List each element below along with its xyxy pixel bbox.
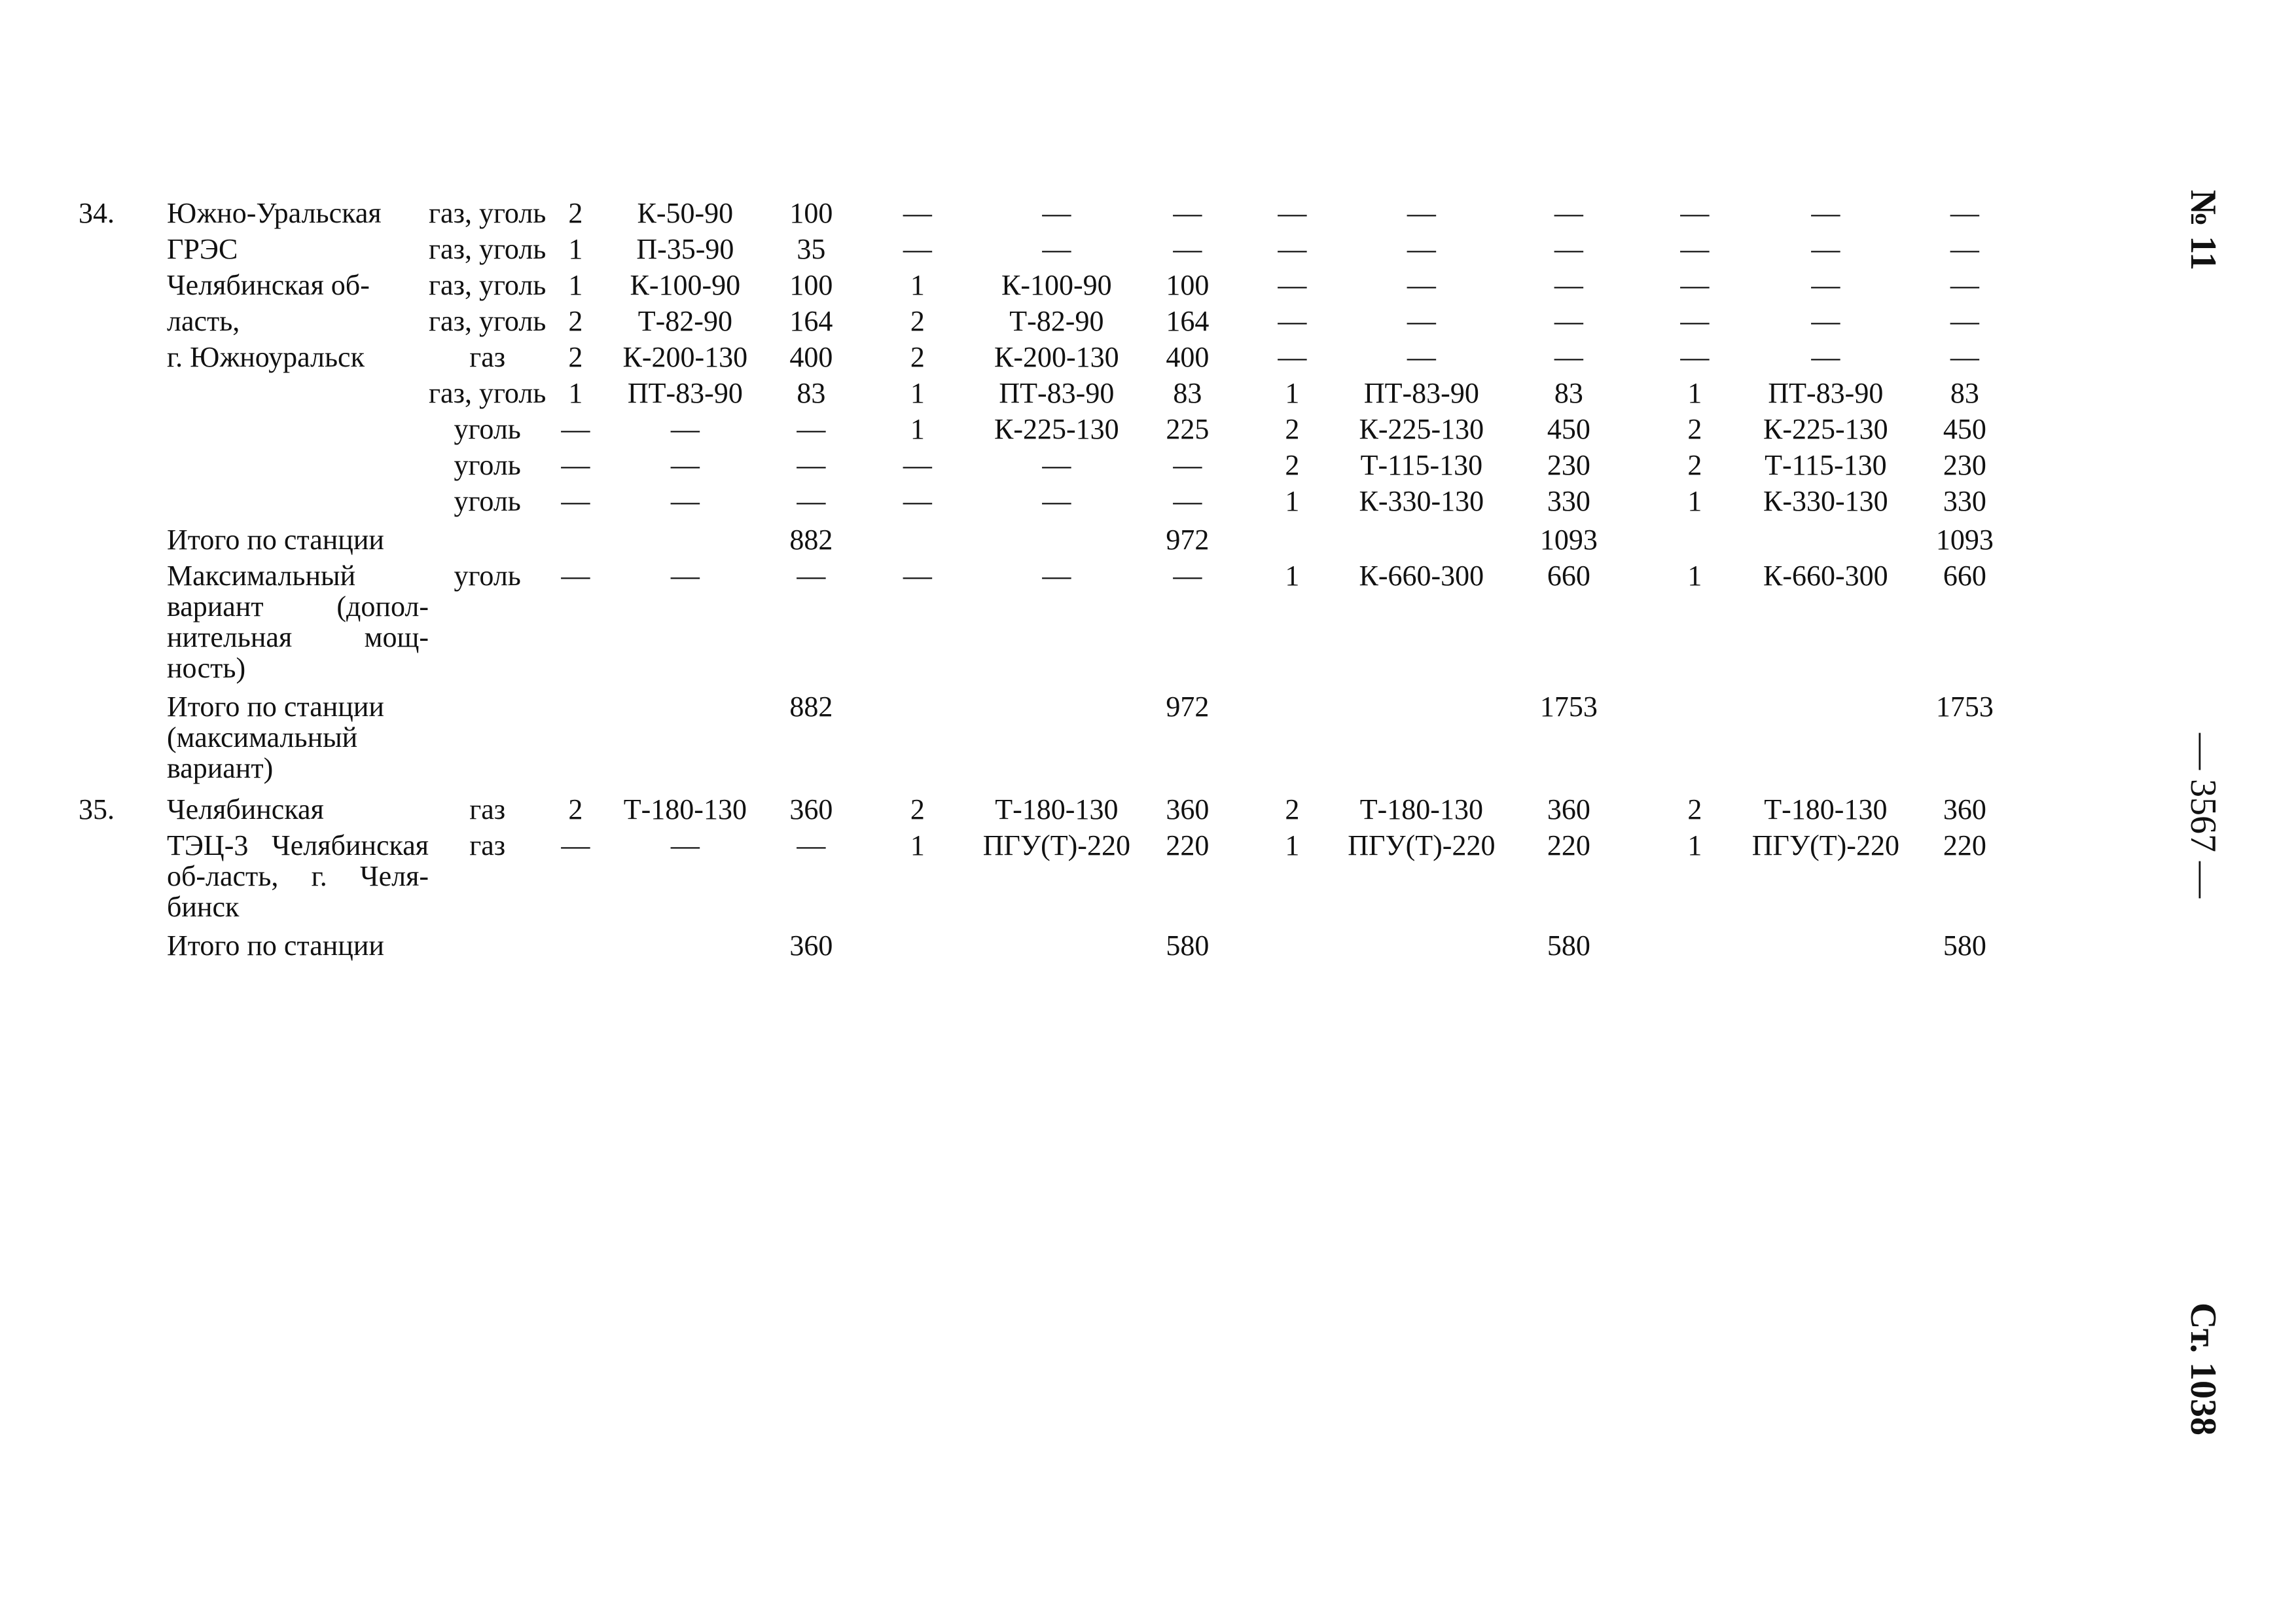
units-2035: 2: [1687, 793, 1702, 825]
units-2020: [546, 926, 605, 965]
capacity-2030: 1753: [1539, 691, 1598, 723]
station-number: [79, 268, 167, 304]
table-row: [79, 340, 2028, 376]
units-2020: [546, 687, 605, 787]
capacity-2035: 220: [1943, 829, 1986, 861]
units-2030: —: [1278, 341, 1307, 373]
station-name: [167, 484, 429, 520]
station-number: 35.: [79, 793, 115, 825]
capacity-2025: 360: [1166, 793, 1210, 825]
station-name-text: Челябинская: [167, 793, 324, 825]
fuel-type: газ, уголь: [429, 305, 547, 337]
units-2030: 2: [1285, 793, 1300, 825]
units-2020: 1: [568, 269, 583, 301]
station-number: [79, 926, 167, 965]
turbine-2035: Т-180-130: [1764, 793, 1888, 825]
turbine-2035: —: [1811, 197, 1840, 229]
units-2035: 2: [1687, 449, 1702, 481]
turbine-2030: [1344, 520, 1498, 559]
turbine-2020: К-100-90: [630, 269, 741, 301]
fuel-type: газ: [469, 793, 506, 825]
units-2030: [1240, 520, 1344, 559]
fuel-type: уголь: [454, 560, 521, 592]
capacity-2025: 225: [1166, 413, 1210, 445]
capacity-2025: 83: [1173, 377, 1202, 409]
turbine-2030: К-660-300: [1359, 560, 1484, 592]
fuel-type: [429, 520, 546, 559]
turbine-2030: К-225-130: [1359, 413, 1484, 445]
turbine-2020: —: [670, 560, 700, 592]
table-row: [79, 787, 2028, 829]
capacity-2020: 882: [789, 524, 833, 556]
capacity-2020: —: [797, 560, 826, 592]
units-2035: 2: [1687, 413, 1702, 445]
turbine-2030: [1344, 687, 1498, 787]
units-2030: 1: [1285, 485, 1300, 517]
turbine-2020: П-35-90: [636, 233, 734, 265]
turbine-2030: —: [1407, 197, 1436, 229]
turbine-2025: —: [1042, 560, 1071, 592]
units-2025: [857, 520, 978, 559]
capacity-2020: 882: [789, 691, 833, 723]
units-2025: 2: [910, 341, 925, 373]
units-2025: 1: [910, 377, 925, 409]
station-number: [79, 559, 167, 687]
table-row: [79, 412, 2028, 448]
capacity-2035: 580: [1943, 929, 1986, 962]
turbine-2035: К-225-130: [1763, 413, 1888, 445]
table-row: [79, 484, 2028, 520]
capacity-2020: 35: [797, 233, 826, 265]
capacity-2030: 1093: [1539, 524, 1598, 556]
capacity-2030: —: [1554, 341, 1583, 373]
station-name-text: г. Южноуральск: [167, 341, 365, 373]
station-number: [79, 376, 167, 412]
station-name-text: ТЭЦ-3 Челябинская об-ласть, г. Челя-бинск: [167, 829, 429, 923]
units-2025: 1: [910, 269, 925, 301]
capacity-2020: —: [797, 413, 826, 445]
capacity-2035: 230: [1943, 449, 1986, 481]
units-2035: [1639, 520, 1750, 559]
units-2035: —: [1680, 305, 1710, 337]
units-2020: 1: [568, 233, 583, 265]
turbine-2030: К-330-130: [1359, 485, 1484, 517]
table-row: [79, 687, 2028, 787]
turbine-2020: К-200-130: [622, 341, 748, 373]
turbine-2035: [1750, 926, 1901, 965]
turbine-2035: —: [1811, 233, 1840, 265]
turbine-2020: К-50-90: [637, 197, 734, 229]
capacity-2020: 360: [789, 793, 833, 825]
table-row: [79, 829, 2028, 926]
station-name: [167, 520, 429, 559]
capacity-2030: 450: [1547, 413, 1590, 445]
units-2020: —: [561, 829, 590, 861]
units-2030: —: [1278, 269, 1307, 301]
capacity-2025: 400: [1166, 341, 1210, 373]
capacity-2035: 360: [1943, 793, 1986, 825]
units-2030: —: [1278, 233, 1307, 265]
turbine-2030: —: [1407, 269, 1436, 301]
fuel-type: газ, уголь: [429, 377, 547, 409]
units-2020: —: [561, 560, 590, 592]
units-2025: —: [903, 449, 932, 481]
units-2035: [1639, 687, 1750, 787]
capacity-2030: 330: [1547, 485, 1590, 517]
turbine-2020: [605, 687, 765, 787]
units-2035: [1639, 926, 1750, 965]
turbine-2030: Т-180-130: [1359, 793, 1483, 825]
capacity-2025: —: [1173, 485, 1202, 517]
turbine-2030: Т-115-130: [1360, 449, 1483, 481]
fuel-type: [429, 926, 546, 965]
units-2020: 2: [568, 197, 583, 229]
capacity-2025: 972: [1166, 691, 1210, 723]
station-name: [167, 926, 429, 965]
station-name: [167, 340, 429, 376]
units-2020: —: [561, 485, 590, 517]
turbine-2030: ПТ-83-90: [1363, 377, 1479, 409]
units-2020: 2: [568, 341, 583, 373]
station-number: [79, 412, 167, 448]
units-2025: —: [903, 197, 932, 229]
station-name: [167, 448, 429, 484]
issue-number: № 11: [2183, 190, 2223, 271]
units-2035: —: [1680, 233, 1710, 265]
units-2025: 1: [910, 413, 925, 445]
turbine-2035: —: [1811, 341, 1840, 373]
capacity-2020: 164: [789, 305, 833, 337]
capacity-2025: —: [1173, 560, 1202, 592]
units-2030: —: [1278, 305, 1307, 337]
capacity-2020: —: [797, 449, 826, 481]
station-name: [167, 787, 429, 829]
capacity-2020: —: [797, 829, 826, 861]
units-2035: 1: [1687, 485, 1702, 517]
table-body: [79, 196, 2028, 965]
units-2025: [857, 926, 978, 965]
turbine-2035: —: [1811, 269, 1840, 301]
station-name: [167, 304, 429, 340]
turbine-2035: К-660-300: [1763, 560, 1888, 592]
units-2020: —: [561, 449, 590, 481]
station-number: [79, 520, 167, 559]
turbine-2025: К-100-90: [1001, 269, 1112, 301]
turbine-2035: К-330-130: [1763, 485, 1888, 517]
turbine-2025: —: [1042, 485, 1071, 517]
capacity-2035: —: [1950, 233, 1979, 265]
article-number: Ст. 1038: [2183, 1303, 2223, 1435]
capacity-2030: 660: [1547, 560, 1590, 592]
fuel-type: газ, уголь: [429, 197, 547, 229]
station-name-text: Челябинская об-: [167, 269, 370, 301]
station-name: [167, 687, 429, 787]
table-row: [79, 304, 2028, 340]
units-2035: —: [1680, 341, 1710, 373]
table-row: [79, 196, 2028, 232]
units-2020: 2: [568, 305, 583, 337]
turbine-2035: —: [1811, 305, 1840, 337]
station-number: [79, 829, 167, 926]
units-2030: 2: [1285, 413, 1300, 445]
capacity-2020: 100: [789, 197, 833, 229]
units-2020: [546, 520, 605, 559]
table-row: [79, 559, 2028, 687]
turbine-2035: [1750, 520, 1901, 559]
capacity-2030: —: [1554, 233, 1583, 265]
turbine-2035: [1750, 687, 1901, 787]
capacity-2020: 100: [789, 269, 833, 301]
units-2035: —: [1680, 269, 1710, 301]
capacity-2025: —: [1173, 233, 1202, 265]
fuel-type: уголь: [454, 413, 521, 445]
capacity-2030: 220: [1547, 829, 1590, 861]
station-name: [167, 829, 429, 926]
units-2030: —: [1278, 197, 1307, 229]
units-2035: —: [1680, 197, 1710, 229]
capacity-2025: 164: [1166, 305, 1210, 337]
fuel-type: уголь: [454, 485, 521, 517]
units-2030: 1: [1285, 560, 1300, 592]
station-number: [79, 340, 167, 376]
turbine-2020: [605, 520, 765, 559]
capacity-2035: 1093: [1935, 524, 1994, 556]
capacity-2035: —: [1950, 305, 1979, 337]
station-name: [167, 268, 429, 304]
units-2025: —: [903, 485, 932, 517]
capacity-2035: 1753: [1935, 691, 1994, 723]
capacity-2035: 450: [1943, 413, 1986, 445]
turbine-2020: ПТ-83-90: [627, 377, 743, 409]
units-2030: [1240, 926, 1344, 965]
turbine-2020: —: [670, 413, 700, 445]
units-2025: —: [903, 233, 932, 265]
capacity-2025: —: [1173, 449, 1202, 481]
capacity-2020: 360: [789, 929, 833, 962]
station-name-text: Итого по станции: [167, 524, 384, 556]
fuel-type: уголь: [454, 449, 521, 481]
capacity-2020: 83: [797, 377, 826, 409]
station-number: [79, 232, 167, 268]
station-number: 34.: [79, 197, 115, 229]
fuel-type: газ: [469, 341, 506, 373]
fuel-type: газ, уголь: [429, 269, 547, 301]
station-number: [79, 304, 167, 340]
capacity-2035: 660: [1943, 560, 1986, 592]
turbine-2020: Т-82-90: [637, 305, 732, 337]
table-row: [79, 268, 2028, 304]
units-2025: —: [903, 560, 932, 592]
turbine-2030: ПГУ(Т)-220: [1348, 829, 1496, 861]
turbine-2020: [605, 926, 765, 965]
turbine-2025: [978, 926, 1135, 965]
station-number: [79, 687, 167, 787]
units-2035: 1: [1687, 560, 1702, 592]
station-name-text: Итого по станции (максимальный вариант): [167, 691, 384, 784]
table-row: [79, 232, 2028, 268]
turbine-2025: —: [1042, 233, 1071, 265]
station-name-text: Южно-Уральская: [167, 197, 382, 229]
capacity-2030: 360: [1547, 793, 1590, 825]
capacity-2035: —: [1950, 197, 1979, 229]
units-2030: 2: [1285, 449, 1300, 481]
units-2030: [1240, 687, 1344, 787]
capacity-2030: —: [1554, 305, 1583, 337]
turbine-2030: [1344, 926, 1498, 965]
units-2020: —: [561, 413, 590, 445]
capacity-2030: —: [1554, 197, 1583, 229]
units-2025: 1: [910, 829, 925, 861]
capacity-2030: 580: [1547, 929, 1590, 962]
turbine-2025: ПГУ(Т)-220: [982, 829, 1130, 861]
capacity-2035: —: [1950, 269, 1979, 301]
turbine-2020: —: [670, 485, 700, 517]
units-2035: 1: [1687, 829, 1702, 861]
table-row: [79, 376, 2028, 412]
station-name: [167, 412, 429, 448]
station-number: [79, 484, 167, 520]
table-row: [79, 520, 2028, 559]
turbine-2035: ПГУ(Т)-220: [1751, 829, 1899, 861]
capacity-2025: 100: [1166, 269, 1210, 301]
capacity-2025: 220: [1166, 829, 1210, 861]
units-2025: 2: [910, 305, 925, 337]
capacity-2030: 230: [1547, 449, 1590, 481]
capacity-2025: 580: [1166, 929, 1210, 962]
capacity-2025: —: [1173, 197, 1202, 229]
turbine-2025: —: [1042, 449, 1071, 481]
table-row: [79, 448, 2028, 484]
turbine-2025: ПТ-83-90: [999, 377, 1115, 409]
fuel-type: газ, уголь: [429, 233, 547, 265]
units-2025: [857, 687, 978, 787]
turbine-2020: —: [670, 829, 700, 861]
units-2020: 2: [568, 793, 583, 825]
fuel-type: газ: [469, 829, 506, 861]
turbine-2020: —: [670, 449, 700, 481]
turbine-2025: [978, 520, 1135, 559]
station-name: [167, 376, 429, 412]
turbine-2030: —: [1407, 305, 1436, 337]
station-name: [167, 196, 429, 232]
page-number: — 3567 —: [2183, 733, 2223, 898]
station-name-text: Максимальный вариант (допол-нительная мощ-ность): [167, 560, 429, 684]
capacity-2035: —: [1950, 341, 1979, 373]
turbine-2025: К-225-130: [994, 413, 1119, 445]
turbine-2030: —: [1407, 233, 1436, 265]
units-2020: 1: [568, 377, 583, 409]
capacity-2035: 83: [1950, 377, 1979, 409]
turbine-2035: ПТ-83-90: [1768, 377, 1884, 409]
turbine-2025: —: [1042, 197, 1071, 229]
station-name-text: Итого по станции: [167, 929, 384, 962]
capacity-2025: 972: [1166, 524, 1210, 556]
capacity-table: [79, 196, 2028, 965]
turbine-2025: [978, 687, 1135, 787]
units-2030: 1: [1285, 829, 1300, 861]
turbine-2025: К-200-130: [994, 341, 1119, 373]
units-2030: 1: [1285, 377, 1300, 409]
turbine-2025: Т-82-90: [1009, 305, 1104, 337]
capacity-2030: —: [1554, 269, 1583, 301]
capacity-2020: —: [797, 485, 826, 517]
turbine-2035: Т-115-130: [1765, 449, 1887, 481]
station-name-text: ГРЭС: [167, 233, 238, 265]
station-name-text: ласть,: [167, 305, 240, 337]
turbine-2020: Т-180-130: [623, 793, 747, 825]
station-name: [167, 232, 429, 268]
station-number: [79, 448, 167, 484]
fuel-type: [429, 687, 546, 787]
capacity-2030: 83: [1554, 377, 1583, 409]
turbine-2030: —: [1407, 341, 1436, 373]
station-name: [167, 559, 429, 687]
turbine-2025: Т-180-130: [995, 793, 1119, 825]
capacity-2020: 400: [789, 341, 833, 373]
units-2025: 2: [910, 793, 925, 825]
capacity-2035: 330: [1943, 485, 1986, 517]
units-2035: 1: [1687, 377, 1702, 409]
table-row: [79, 926, 2028, 965]
